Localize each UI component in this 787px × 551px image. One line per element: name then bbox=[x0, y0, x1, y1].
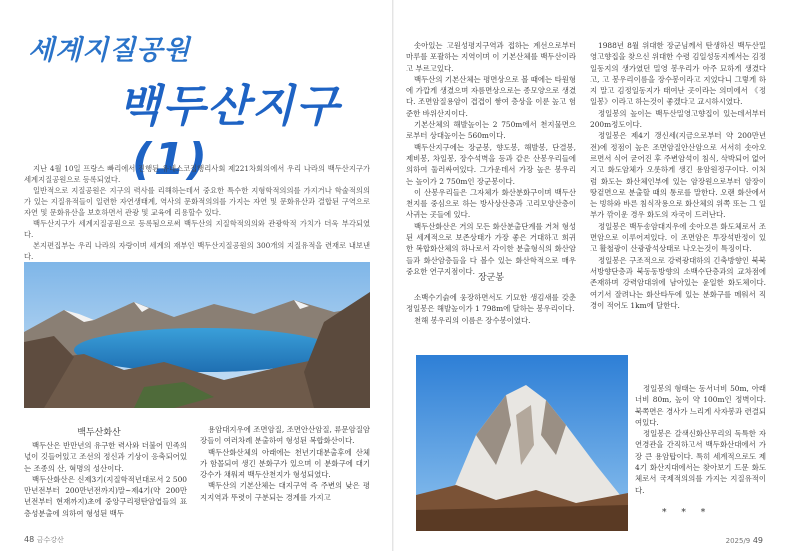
body-para: 정일봉은 백두송암대지우에 솟아오른 화도체로서 조면암으로 이루어져있다. 이 조면암은 투장석반정이 있고 활철광이 산광광석상태로 나오는것이 특징이다. bbox=[590, 221, 766, 254]
mid-column bbox=[406, 40, 576, 277]
body-para: 정일봉은 갈색신화산무리의 독특한 자연경관을 간직하고서 백두화산대에서 가장 큰 용암탑이다. 특히 세계적으로도 제4기 화산지대에서는 찾아보기 드문 화도체로서 국제적의의를 가지는 지질유적이다. bbox=[635, 429, 766, 495]
body-para: 정일봉의 형태는 동서너비 50m, 아래너비 80m, 높이 약 100m인 정벽이다. 북쪽면은 경사가 느리게 사자봉과 련결되여있다. bbox=[635, 384, 766, 427]
body-para: 백두산의 기본산체는 대지구역 즉 주변의 낮은 평지지역과 뚜렷이 구분되는 경계를 가지고 bbox=[200, 481, 370, 502]
left-column-2 bbox=[200, 424, 370, 503]
body-para: 백두산의 기본산체는 평면상으로 볼 때에는 타원형에 가깝게 생겼으며 자름면상으로는 종모양으로 생겼다. 조면암질용암이 겹겹이 쌓여 층상을 이룬 높고 험준한 바위산지이다. bbox=[406, 74, 576, 118]
body-para: 백두산화산체의 아래에는 천년기대분출후에 산체가 함몰되여 생긴 분화구가 있으며 이 분화구에 대기강수가 채워져 백두산천지가 형성되였다. bbox=[200, 447, 370, 480]
issue-date: 2025/9 bbox=[725, 537, 751, 545]
jongil-peak-photo bbox=[416, 355, 628, 531]
body-para: 백두산화산은 거의 모든 화산분출단계를 거쳐 형성된 세계적으로 보존상태가 가장 좋은 거대하고 희귀한 복합화산체의 하나로서 각이한 분출형식의 화산암들과 화산암층들을 다 볼수 있는 화산학적으로 매우 중요한 연구지점이다. bbox=[406, 221, 576, 276]
body-para: 백두산지구에는 장군봉, 향도봉, 해발봉, 단결봉, 제비봉, 차일봉, 장수석벽을 등과 같은 산봉우리들에 의하여 둘러싸여있다. 그가운데서 가장 높은 봉우리는 높이가 2 750m인 장군봉이다. bbox=[406, 142, 576, 186]
intro-text bbox=[24, 163, 370, 262]
body-para: 정일봉의 높이는 백두산밀영고향집이 있는데서부터 200m정도이다. bbox=[590, 108, 766, 130]
left-page bbox=[0, 0, 393, 551]
body-para: 용암대지우에 조면암질, 조면안산암질, 류문암질암장들이 여러차례 분출하여 형성된 복합화산이다. bbox=[200, 425, 370, 446]
body-para: 백두산은 반만년의 유구한 력사와 더불어 민족의 넋이 깃들어있고 조선의 정신과 기상이 응축되어있는 조종의 산, 혁명의 성산이다. bbox=[24, 441, 187, 473]
intro-para: 일반적으로 지질공원은 지구의 력사를 리해하는데서 중요한 특수한 지형학적의의를 가지거나 학술적의의가 있는 지질유적들이 일련한 자연생태계, 역사의 문화적의의를 가지는 자연 및 문화유산과 결합된 구역으로 자연 및 문화유산을 보호하면서 관광 및 교육에 리용할수 있다. bbox=[24, 186, 370, 217]
mid-subheading: 장군봉 bbox=[477, 273, 505, 283]
page-number-right: 49 bbox=[752, 536, 763, 545]
title-main: 백두산지구 bbox=[118, 81, 341, 132]
body-para: 기본산체의 해발높이는 2 750m에서 천지물면으로부터 상대높이는 560m이다. bbox=[406, 120, 576, 141]
left-footer bbox=[24, 535, 64, 545]
magazine-name: 금수강산 bbox=[36, 536, 64, 544]
page-number-left: 48 bbox=[24, 535, 35, 544]
right-column-b bbox=[635, 383, 766, 496]
heaven-lake-photo bbox=[24, 262, 370, 408]
title-line1: 세계지질공원 bbox=[28, 35, 191, 66]
left-column-1 bbox=[24, 440, 187, 519]
intro-para: 지난 4월 10일 프랑스 빠리에서 진행된 유네스코집행리사회 제221차회의에서 우리 나라의 백두산지구가 세계지질공원으로 등록되였다. bbox=[24, 164, 370, 184]
intro-para: 백두산지구가 세계지질공원으로 등록됨으로써 백두산의 지질학적의의와 관광학적 가치가 더욱 부각되였다. bbox=[24, 219, 370, 239]
right-column bbox=[590, 40, 766, 311]
body-para: 천해 봉우리의 이름은 장수봉이였다. bbox=[414, 315, 531, 325]
body-para: 이 산봉우리들은 그자체가 화산분화구이며 백두산천지를 중심으로 하는 방사상산층과 고리모양산층이 사귀는 곳들에 있다. bbox=[406, 187, 576, 220]
right-footer bbox=[726, 536, 763, 545]
body-para: 소백수기슭에 웅장하면서도 기묘한 생김새를 갖춘 정일봉은 해발높이가 1 798m에 달하는 봉우리이다. bbox=[406, 293, 576, 314]
section-end-stars: * * * bbox=[662, 508, 712, 518]
body-para: 정일봉은 제4기 갱신세(지금으로부터 약 200만년전)에 정점이 높은 조면암질안산암으로 서서히 솟아오르면서 식어 굳어진 후 주변암석이 침식, 삭박되어 없어지고 화도암체가 오롯하게 생긴 용암원정구이다. 이처럼 화도는 화산체인부에 있는 암장원으로부터 암장이 땅겉면으로 분출할 때의 통로를 말한다. 오랜 화산에서는 빙하와 바른 침식작용으로 화산체의 위쪽 또는 그 일부가 깎이운 경우 화도의 자국이 드러난다. bbox=[590, 131, 766, 220]
body-para: 백두산화산은 신제3기(지질학적년대로서 2 500만년전부터 200만년전까지)말~제4기(약 200만년전부터 현재까지)초에 중앙구리평탄암엽들의 표층성분출에 의하여 형성된 백두 bbox=[24, 474, 187, 518]
title-number: (1) bbox=[132, 134, 209, 185]
intro-para: 본지편집부는 우리 나라의 자랑이며 세계의 재부인 백두산지질공원의 300개의 지질유적을 련재로 내보낸다. bbox=[24, 241, 370, 261]
body-para: 솟아있는 고원성평지구역과 접하는 계선으로부터 마루를 포괄하는 지역이며 이 기본산체를 백두산이라고 부르고있다. bbox=[406, 41, 576, 73]
right-page bbox=[394, 0, 787, 551]
mid-column-b bbox=[406, 292, 576, 326]
body-para: 1988년 8월 위대한 장군님께서 탄생하신 백두산밀영고향집을 찾으신 위대한 수령 김일성동지께서는 김정일동지의 생가였던 밀영 봉우리가 아주 묘하게 생겼다고, 고 봉우리이름을 장수봉이라고 지었다니 그렇게 하지 말고 김정일동지가 태여난 곳이라는 의미에서 《정일봉》이라고 하는것이 좋겠다고 교시하시였다. bbox=[590, 41, 766, 107]
body-para: 정일봉은 구조적으로 강력광대하의 긴축방향인 북북서방향단층과 북동동방향의 소백수단층과의 교차점에 존재하며 강력암대위에 남아있는 윤일한 화도체이다. 여기서 잘려나는 화산타두에 있는 분화구를 메워서 직경이 적어도 1km에 달한다. bbox=[590, 255, 766, 310]
left-subheading: 백두산화산 bbox=[77, 428, 121, 438]
